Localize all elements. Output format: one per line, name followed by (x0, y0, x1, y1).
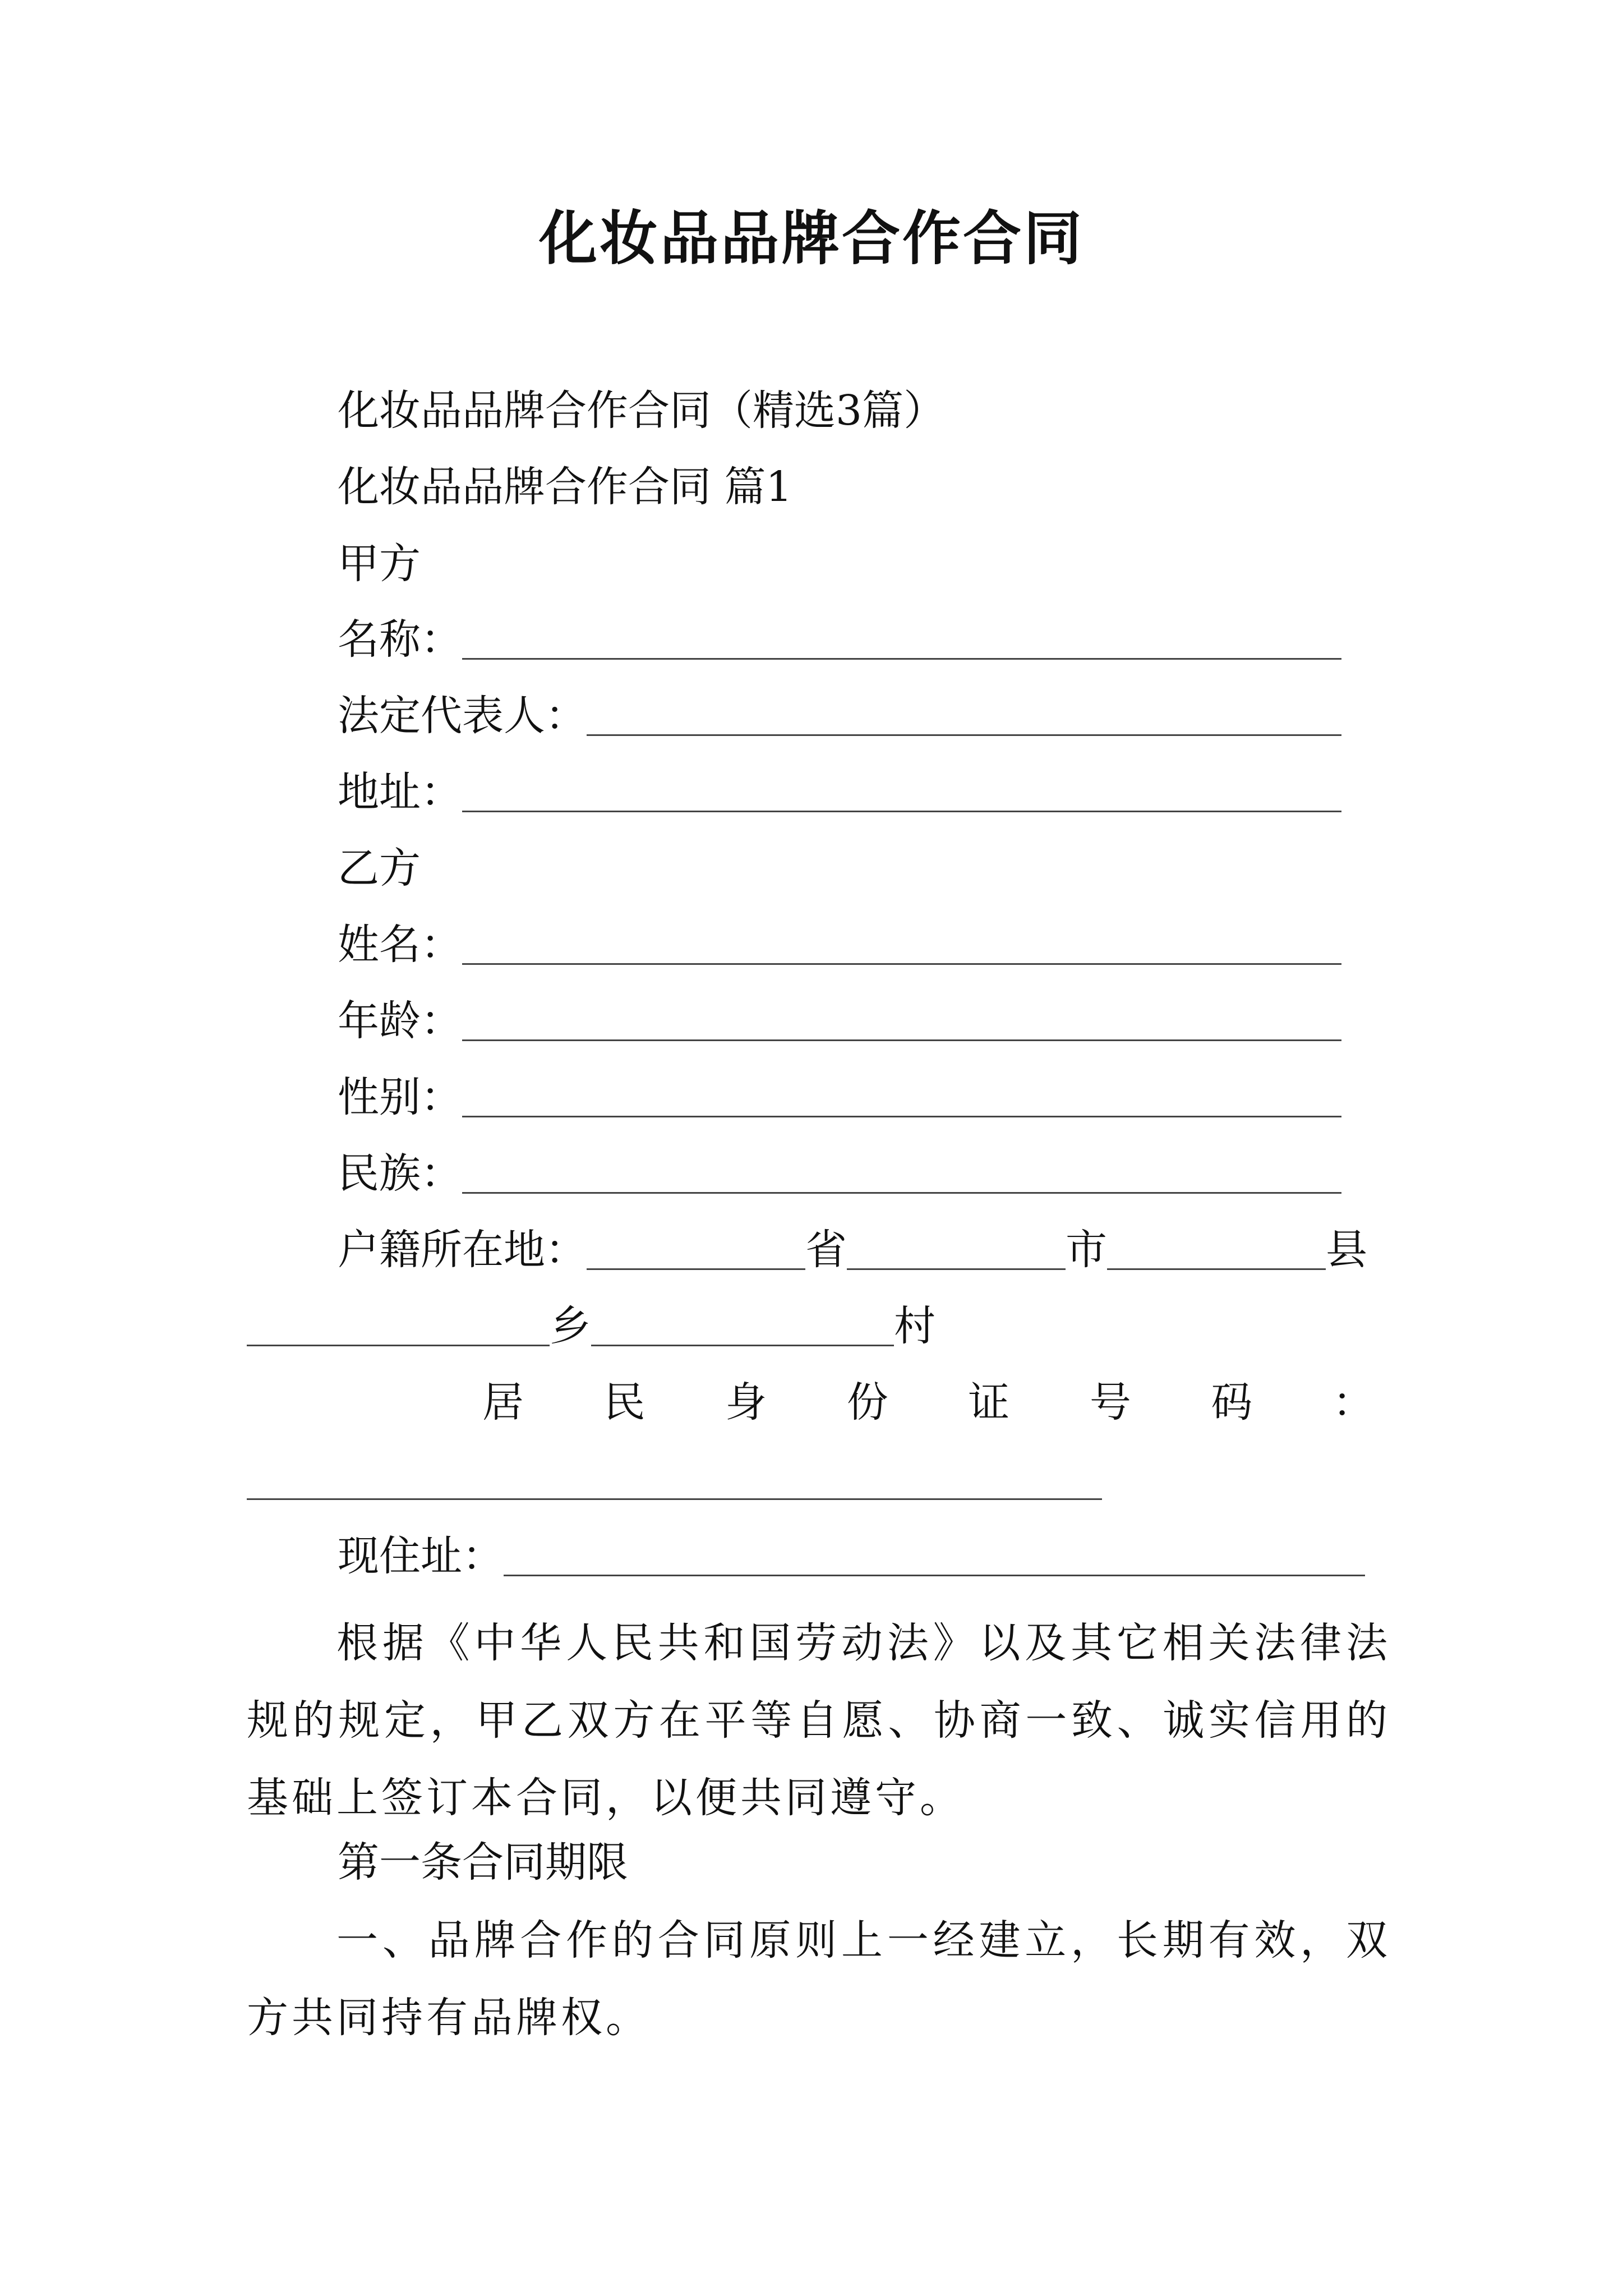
village-label: 村 (894, 1302, 935, 1350)
party-b-current-address-field (338, 1528, 1365, 1584)
id-label-char: 证 (968, 1378, 1010, 1427)
party-a-legal-rep-field (338, 688, 1341, 744)
current-address-blank[interactable] (504, 1540, 1365, 1576)
village-blank[interactable] (591, 1310, 894, 1346)
id-label-char: 号 (1089, 1378, 1131, 1427)
party-b-ethnicity-field (338, 1145, 1341, 1202)
id-number-line (247, 1452, 1102, 1508)
province-blank[interactable] (587, 1234, 805, 1270)
party-a-name-blank[interactable] (462, 623, 1341, 660)
party-a-address-field (338, 764, 1341, 820)
township-blank[interactable] (247, 1310, 550, 1346)
party-a-heading: 甲方 (338, 540, 421, 588)
intro-paragraph: 根据《中华人民共和国劳动法》以及其它相关法律法规的规定，甲乙双方在平等自愿、协商一致、诚实信用的基础上签订本合同，以便共同遵守。 (247, 1619, 1391, 1822)
id-number-blank[interactable] (247, 1464, 1102, 1500)
party-b-id-number-label (482, 1374, 1374, 1430)
party-b-age-blank[interactable] (462, 1005, 1341, 1041)
id-label-char: 份 (846, 1378, 888, 1427)
party-b-name-blank[interactable] (462, 928, 1341, 965)
id-label-char: 码 (1211, 1378, 1253, 1427)
party-a-address-label: 地址： (338, 768, 462, 816)
city-blank[interactable] (847, 1234, 1066, 1270)
party-b-household-label: 户籍所在地： (338, 1226, 587, 1274)
party-b-gender-label: 性别： (338, 1073, 462, 1121)
id-label-char: ： (1332, 1378, 1374, 1427)
party-b-name-field (338, 917, 1341, 973)
party-a-legal-rep-label: 法定代表人： (338, 692, 587, 740)
document-title: 化妆品品牌合作合同 (538, 204, 1084, 273)
id-label-char: 民 (603, 1378, 645, 1427)
party-a-name-label: 名称： (338, 615, 462, 664)
id-label-char: 居 (482, 1378, 524, 1427)
id-label-char: 身 (725, 1378, 767, 1427)
party-b-gender-field (338, 1069, 1341, 1125)
party-a-name-field (338, 611, 1341, 668)
county-blank[interactable] (1107, 1234, 1326, 1270)
party-b-heading: 乙方 (338, 844, 421, 892)
party-a-address-blank[interactable] (462, 776, 1341, 812)
current-address-label: 现住址： (338, 1532, 504, 1580)
party-b-household-field-cont (247, 1298, 935, 1354)
province-label: 省 (805, 1226, 847, 1274)
document-subtitle: 化妆品品牌合作合同（精选3篇） (338, 386, 946, 435)
party-b-ethnicity-blank[interactable] (462, 1157, 1341, 1194)
county-label: 县 (1326, 1226, 1367, 1274)
party-b-gender-blank[interactable] (462, 1081, 1341, 1117)
party-b-household-field (338, 1222, 1367, 1278)
city-label: 市 (1066, 1226, 1107, 1274)
party-b-age-label: 年龄： (338, 997, 462, 1045)
party-b-ethnicity-label: 民族： (338, 1149, 462, 1198)
article-1-heading: 第一条合同期限 (338, 1838, 628, 1887)
section-heading: 化妆品品牌合作合同 篇1 (338, 463, 792, 511)
party-b-name-label: 姓名： (338, 921, 462, 969)
township-label: 乡 (550, 1302, 591, 1350)
party-b-age-field (338, 993, 1341, 1049)
article-1-clause-1: 一、品牌合作的合同原则上一经建立，长期有效，双方共同持有品牌权。 (247, 1916, 1391, 2042)
party-a-legal-rep-blank[interactable] (587, 700, 1341, 736)
